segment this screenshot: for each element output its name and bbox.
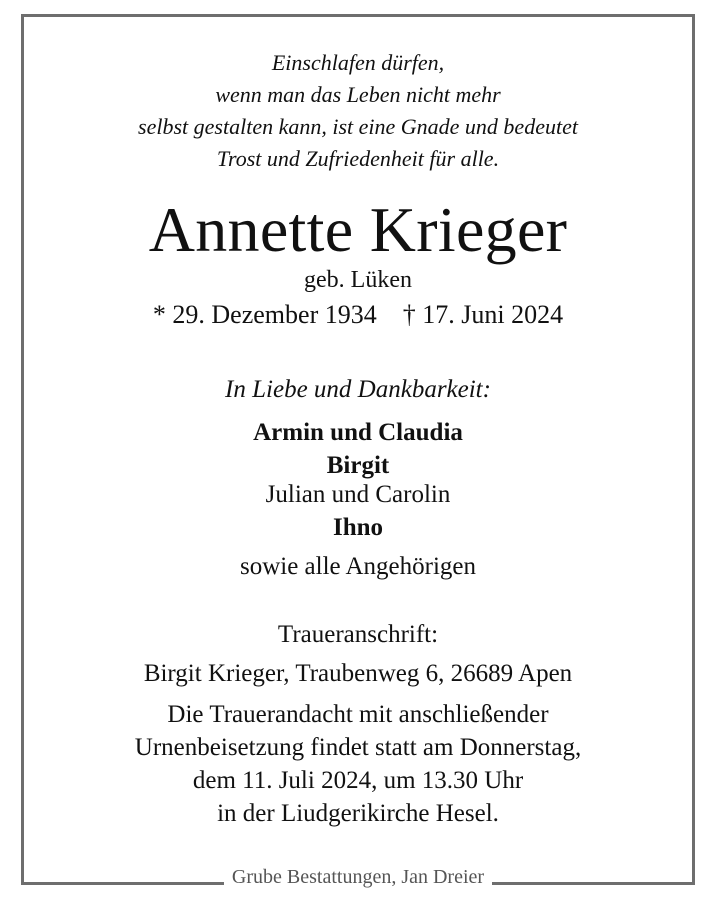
family-list — [0, 415, 716, 587]
birth-date: * 29. Dezember 1934 — [152, 300, 377, 329]
poem — [0, 47, 716, 175]
family-member: Armin und Claudia — [253, 419, 463, 446]
address-label: Traueranschrift: — [277, 621, 439, 648]
mourning-address — [0, 615, 716, 693]
service-line: in der Liudgerikirche Hesel. — [217, 800, 499, 827]
family-member: sowie alle Angehörigen — [239, 553, 477, 580]
undertaker-name: Grube Bestattungen, Jan Dreier — [224, 864, 492, 890]
death-date: † 17. Juni 2024 — [402, 300, 564, 329]
undertaker-footer — [0, 864, 716, 890]
family-member: Ihno — [332, 514, 384, 541]
poem-line: Einschlafen dürfen, — [271, 50, 445, 75]
deceased-name: Annette Krieger — [148, 194, 568, 265]
family-member: Birgit — [326, 452, 390, 479]
service-line: Urnenbeisetzung findet statt am Donnerstag, — [134, 734, 582, 761]
service-line: Die Trauerandacht mit anschließender — [167, 701, 549, 728]
life-dates — [0, 297, 716, 333]
poem-line: Trost und Zufriedenheit für alle. — [216, 146, 500, 171]
family-member: Julian und Carolin — [265, 481, 451, 508]
poem-line: wenn man das Leben nicht mehr — [215, 82, 501, 107]
dedication: In Liebe und Dankbarkeit: — [225, 376, 491, 403]
service-line: dem 11. Juli 2024, um 13.30 Uhr — [192, 767, 524, 794]
service-info — [0, 698, 716, 830]
maiden-name: geb. Lüken — [304, 267, 412, 293]
address-value: Birgit Krieger, Traubenweg 6, 26689 Apen — [143, 660, 573, 687]
poem-line: selbst gestalten kann, ist eine Gnade und bedeutet — [138, 114, 578, 139]
